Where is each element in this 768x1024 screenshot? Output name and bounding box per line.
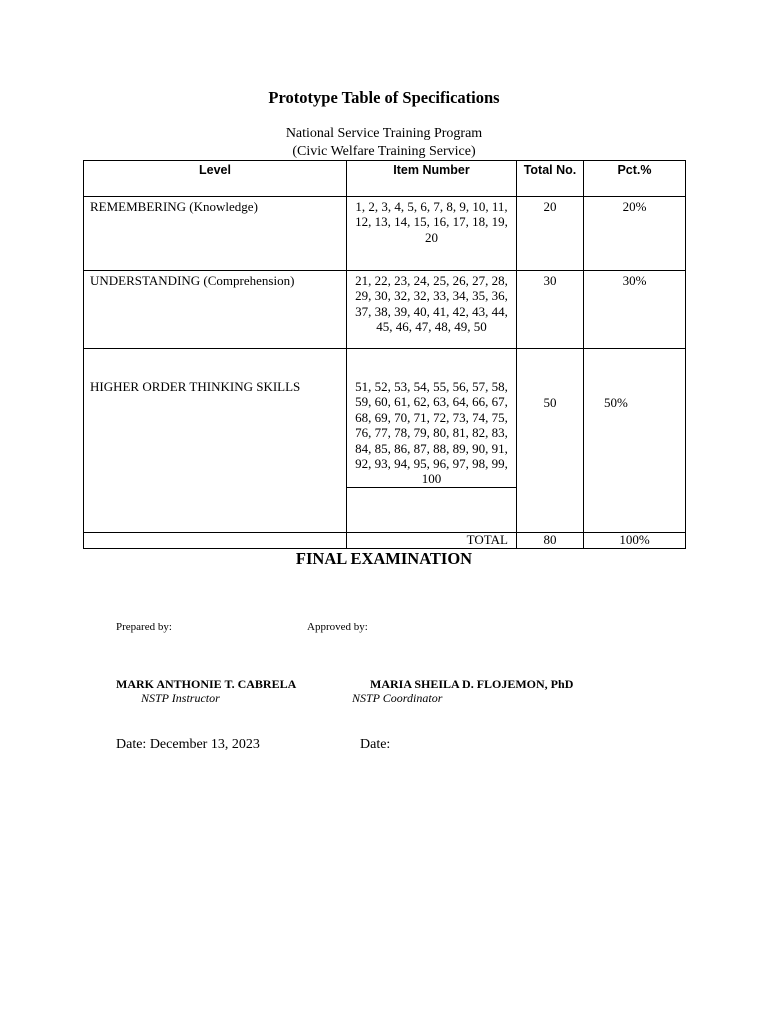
preparer-name: MARK ANTHONIE T. CABRELA [116,677,297,691]
header-total-no: Total No. [517,161,584,197]
preparer-date: Date: December 13, 2023 [116,737,260,752]
exam-title: FINAL EXAMINATION [295,549,473,568]
total-label: TOTAL [347,533,517,549]
level-cell: HIGHER ORDER THINKING SKILLS [84,349,347,533]
header-level: Level [84,161,347,197]
pct-cell: 50% [584,349,686,533]
program-name: National Service Training Program [285,126,483,141]
specifications-table [83,160,686,549]
level-cell: UNDERSTANDING (Comprehension) [84,271,347,349]
approver-role: NSTP Coordinator [352,691,443,705]
table-row [84,349,686,488]
table-row [84,197,686,271]
program-component: (Civic Welfare Training Service) [292,144,476,159]
header-item-number: Item Number [347,161,517,197]
pct-cell: 30% [584,271,686,349]
approver-date: Date: [360,737,391,752]
item-numbers-cell: 21, 22, 23, 24, 25, 26, 27, 28, 29, 30, 32, 32, 33, 34, 35, 36, 37, 38, 39, 40, 41, 42, 43, 44, 45, 46, 47, 48, 49, 50 [347,271,517,349]
total-cell: 50 [517,349,584,533]
table-header-row [84,161,686,197]
pct-cell: 20% [584,197,686,271]
blank-cell [84,533,347,549]
table-row [84,271,686,349]
document-title: Prototype Table of Specifications [268,88,500,107]
level-cell: REMEMBERING (Knowledge) [84,197,347,271]
table-total-row [84,533,686,549]
approver-name: MARIA SHEILA D. FLOJEMON, PhD [370,677,574,691]
item-numbers-cell: 51, 52, 53, 54, 55, 56, 57, 58, 59, 60, 61, 62, 63, 64, 66, 67, 68, 69, 70, 71, 72, 73, 74, 75, 76, 77, 78, 79, 80, 81, 82, 83, 84, 85, 86, 87, 88, 89, 90, 91, 92, 93, 94, 95, 96, 97, 98, 99, 100 [347,349,517,488]
preparer-role: NSTP Instructor [141,691,220,705]
blank-cell [347,488,517,533]
header-pct: Pct.% [584,161,686,197]
total-cell: 20 [517,197,584,271]
item-numbers-cell: 1, 2, 3, 4, 5, 6, 7, 8, 9, 10, 11, 12, 13, 14, 15, 16, 17, 18, 19, 20 [347,197,517,271]
grand-pct-cell: 100% [584,533,686,549]
approved-by-label: Approved by: [307,621,368,633]
total-cell: 30 [517,271,584,349]
prepared-by-label: Prepared by: [116,621,172,633]
grand-total-cell: 80 [517,533,584,549]
